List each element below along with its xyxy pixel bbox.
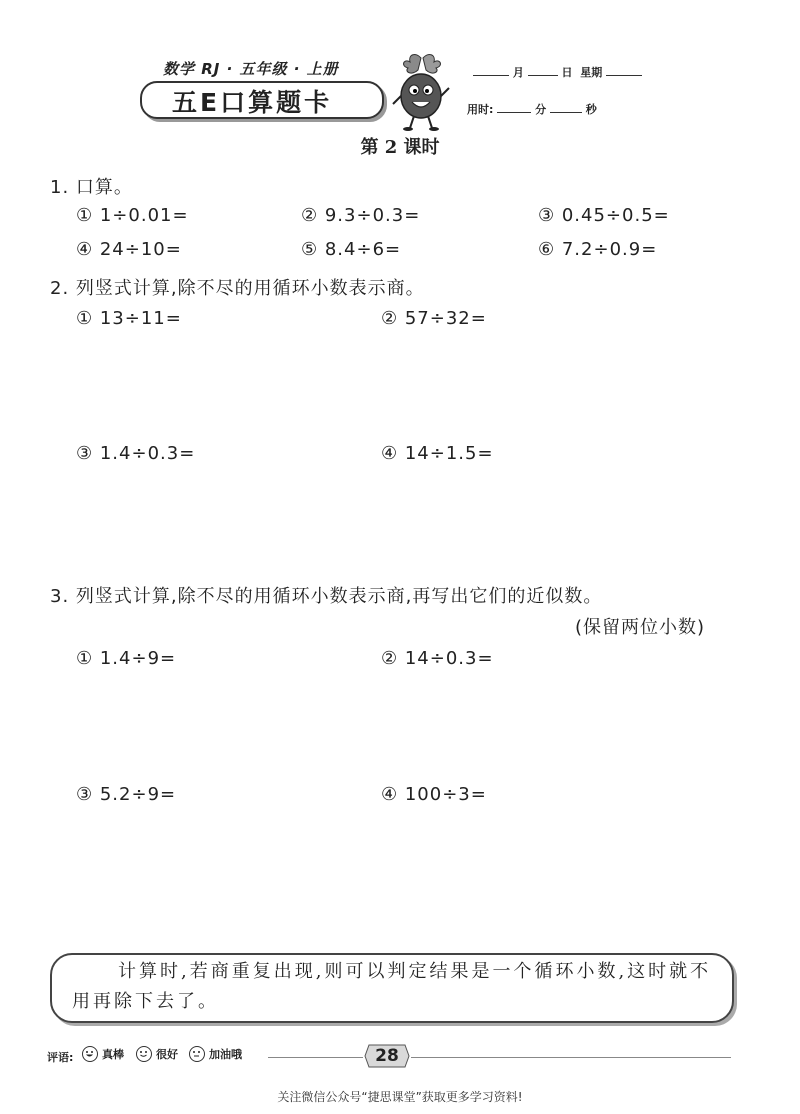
date-line — [473, 64, 642, 80]
smile-icon — [136, 1046, 152, 1062]
day-blank[interactable] — [528, 75, 558, 76]
time-line — [467, 101, 597, 117]
q1-item: ④ 24÷10= — [76, 239, 182, 260]
q3-item: ② 14÷0.3= — [381, 648, 494, 669]
book-subtitle: 数学 RJ · 五年级 · 上册 — [163, 60, 339, 78]
q1-item: ⑥ 7.2÷0.9= — [538, 239, 658, 260]
q3-item: ① 1.4÷9= — [76, 648, 177, 669]
month-label: 月 — [512, 66, 524, 79]
time-label: 用时: — [467, 103, 494, 116]
footer-rule-left — [268, 1057, 363, 1058]
lesson-title: 第 2 课时 — [360, 137, 440, 158]
q1-item: ② 9.3÷0.3= — [301, 205, 421, 226]
eval-option-label: 加油哦 — [209, 1048, 242, 1061]
eval-option-good[interactable] — [136, 1046, 178, 1062]
cheer-face-icon — [189, 1046, 205, 1062]
bottom-note: 关注微信公众号“捷思课堂”获取更多学习资料! — [277, 1090, 523, 1104]
big-smile-icon — [82, 1046, 98, 1062]
weekday-label: 星期 — [580, 66, 603, 79]
q1-item: ③ 0.45÷0.5= — [538, 205, 670, 226]
q1-item: ① 1÷0.01= — [76, 205, 189, 226]
evaluation-label: 评语: — [47, 1051, 74, 1064]
second-blank[interactable] — [550, 112, 582, 113]
minute-label: 分 — [535, 103, 547, 116]
month-blank[interactable] — [473, 75, 509, 76]
eval-option-label: 真棒 — [102, 1048, 124, 1061]
q2-item: ② 57÷32= — [381, 308, 487, 329]
q3-note: (保留两位小数) — [575, 617, 706, 638]
tip-text: 计算时,若商重复出现,则可以判定结果是一个循环小数,这时就不用再除下去了。 — [72, 961, 712, 1012]
weekday-blank[interactable] — [606, 75, 642, 76]
card-title: 五E口算题卡 — [172, 88, 333, 117]
q3-item: ④ 100÷3= — [381, 784, 487, 805]
q2-item: ④ 14÷1.5= — [381, 443, 494, 464]
q2-item: ③ 1.4÷0.3= — [76, 443, 196, 464]
eval-option-label: 很好 — [156, 1048, 178, 1061]
mascot-icon — [390, 52, 452, 132]
minute-blank[interactable] — [497, 112, 531, 113]
q2-item: ① 13÷11= — [76, 308, 182, 329]
page-number: 28 — [375, 1046, 399, 1066]
eval-option-cheer[interactable] — [189, 1046, 242, 1062]
q3-heading: 3. 列竖式计算,除不尽的用循环小数表示商,再写出它们的近似数。 — [50, 586, 603, 607]
eval-option-great[interactable] — [82, 1046, 124, 1062]
day-label: 日 — [561, 66, 573, 79]
q2-heading: 2. 列竖式计算,除不尽的用循环小数表示商。 — [50, 278, 425, 299]
second-label: 秒 — [585, 103, 597, 116]
q1-heading: 1. 口算。 — [50, 177, 133, 198]
footer-rule-right — [411, 1057, 731, 1058]
q3-item: ③ 5.2÷9= — [76, 784, 177, 805]
q1-item: ⑤ 8.4÷6= — [301, 239, 402, 260]
